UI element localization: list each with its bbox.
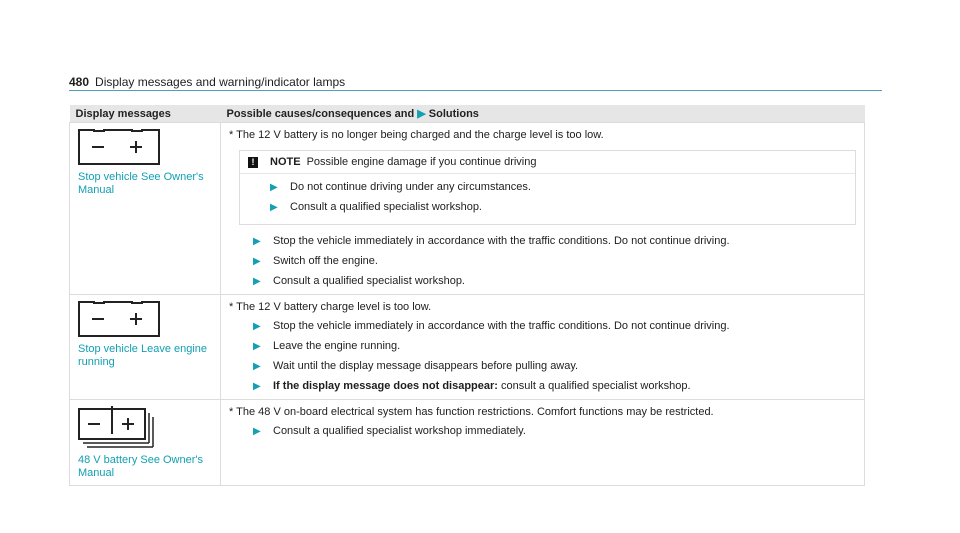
- solution-step: [253, 425, 856, 438]
- arrow-icon: ▶: [253, 426, 261, 437]
- display-message-text: 48 V battery See Owner's Manual: [78, 454, 203, 479]
- solution-step-text: Switch off the engine.: [273, 255, 378, 267]
- solution-step: [253, 380, 856, 393]
- cause-text: * The 48 V on-board electrical system has function restrictions. Comfort functions may be restricted.: [229, 406, 714, 418]
- note-box: [239, 150, 856, 225]
- solution-step-text: Leave the engine running.: [273, 340, 401, 352]
- solution-step: [253, 255, 856, 268]
- arrow-icon: ▶: [253, 256, 261, 267]
- note-text: Possible engine damage if you continue driving: [306, 156, 537, 168]
- causes-cell: [221, 123, 865, 295]
- 48v-battery-icon: [78, 406, 160, 448]
- battery-icon: [78, 129, 160, 165]
- solution-step-text: Consult a qualified specialist workshop immediately.: [273, 425, 526, 437]
- table-header-row: [70, 105, 865, 123]
- arrow-icon: ▶: [253, 341, 261, 352]
- display-message-cell: [70, 295, 221, 400]
- display-message-cell: [70, 400, 221, 486]
- arrow-icon: ▶: [253, 321, 261, 332]
- arrow-icon: ▶: [253, 361, 261, 372]
- note-step-text: Consult a qualified specialist workshop.: [290, 201, 482, 213]
- note-title: NOTE: [270, 156, 301, 168]
- column-header-causes: [221, 105, 865, 123]
- display-message-text: Stop vehicle Leave engine running: [78, 343, 208, 368]
- note-step: [270, 201, 855, 214]
- header-rule: [69, 90, 882, 91]
- arrow-icon: ▶: [253, 236, 261, 247]
- column-header-display-messages: Display messages: [70, 105, 221, 123]
- note-header: [240, 151, 855, 174]
- table-row: [70, 295, 865, 400]
- column-header-solutions: Solutions: [428, 108, 479, 120]
- page-header: [69, 73, 882, 91]
- table-row: [70, 123, 865, 295]
- solution-step-text: consult a qualified specialist workshop.: [501, 380, 691, 392]
- arrow-icon: ▶: [253, 381, 261, 392]
- arrow-icon: ▶: [253, 276, 261, 287]
- solution-step-text: Wait until the display message disappears before pulling away.: [273, 360, 579, 372]
- solution-step: [253, 235, 856, 248]
- page-title: Display messages and warning/indicator lamps: [95, 75, 346, 89]
- table-row: [70, 400, 865, 486]
- display-message-cell: [70, 123, 221, 295]
- solution-step: [253, 360, 856, 373]
- column-header-causes-prefix: Possible causes/consequences and: [226, 108, 415, 120]
- note-step-text: Do not continue driving under any circumstances.: [290, 181, 531, 193]
- solution-step: [253, 275, 856, 288]
- solution-step: [253, 340, 856, 353]
- causes-cell: [221, 400, 865, 486]
- solution-step-text: Stop the vehicle immediately in accordance with the traffic conditions. Do not continue driving.: [273, 320, 730, 332]
- solution-step-condition: If the display message does not disappear:: [273, 380, 498, 392]
- solution-step-text: Stop the vehicle immediately in accordance with the traffic conditions. Do not continue driving.: [273, 235, 730, 247]
- cause-text: * The 12 V battery is no longer being charged and the charge level is too low.: [229, 129, 604, 141]
- page-number: 480: [69, 75, 90, 89]
- solution-step-text: Consult a qualified specialist workshop.: [273, 275, 465, 287]
- display-message-text: Stop vehicle See Owner's Manual: [78, 171, 204, 196]
- warning-icon: !: [248, 157, 258, 168]
- messages-table: [69, 105, 865, 486]
- note-body: [240, 174, 855, 224]
- solution-step: [253, 320, 856, 333]
- arrow-icon: ▶: [270, 182, 278, 193]
- note-step: [270, 181, 855, 194]
- battery-icon: [78, 301, 160, 337]
- arrow-icon: ▶: [270, 202, 278, 213]
- causes-cell: [221, 295, 865, 400]
- arrow-icon: ▶: [417, 108, 426, 120]
- cause-text: * The 12 V battery charge level is too low.: [229, 301, 432, 313]
